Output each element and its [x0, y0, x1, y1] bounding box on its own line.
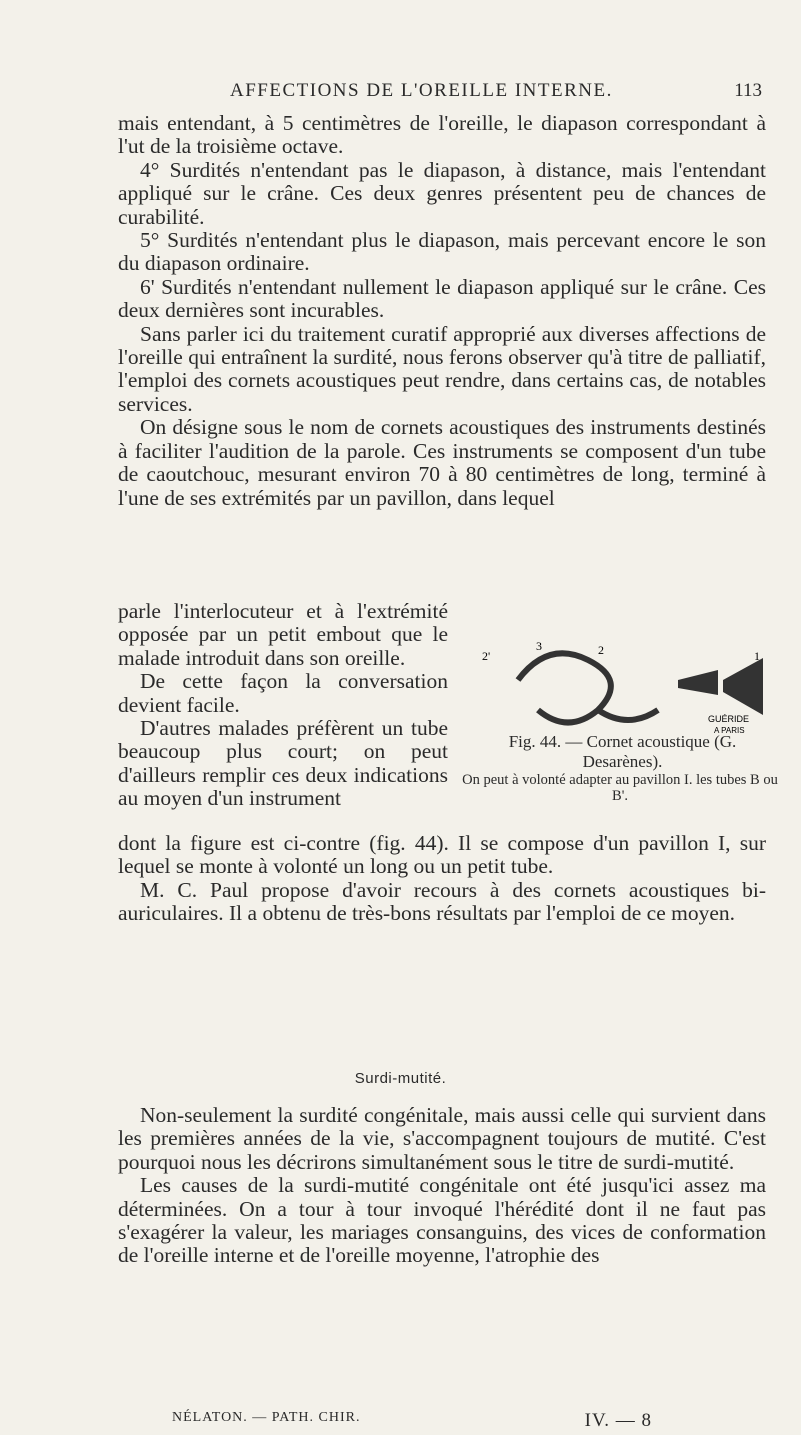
figure-label: 3	[536, 640, 542, 653]
after-figure-text	[118, 832, 766, 926]
paragraph: De cette façon la conversation devient facile.	[118, 669, 448, 717]
page-header	[112, 80, 762, 110]
figure-caption: Fig. 44. — Cornet acoustique (G. Desarènes).	[508, 732, 737, 771]
figure-note: On peut à volonté adapter au pavillon I. les tubes B ou B'.	[462, 772, 778, 804]
paragraph: Non-seulement la surdité congénitale, mais aussi celle qui survient dans les premières années de la vie, s'accompagnent toujours de mutité. C'est pourquoi nous les décrirons simultanément sous le titre de surdi-mutité.	[118, 1103, 766, 1174]
figure-label: 2	[598, 643, 604, 657]
paragraph: 6' Surdités n'entendant nullement le diapason appliqué sur le crâne. Ces deux dernières sont incurables.	[118, 274, 766, 323]
paragraph: On désigne sous le nom de cornets acoustiques des instruments destinés à faciliter l'audition de la parole. Ces instruments se composent d'un tube de caoutchouc, mesurant environ 70 à 80 centimètres de long, terminé à l'une de ses extrémités par un pavillon, dans lequel	[118, 415, 766, 510]
footer-left: NÉLATON. — PATH. CHIR.	[172, 1410, 361, 1425]
pavillon-large	[723, 658, 763, 715]
paragraph: M. C. Paul propose d'avoir recours à des cornets acoustiques bi-auriculaires. Il a obtenu de très-bons résultats par l'emploi de ce moyen.	[118, 877, 766, 926]
cornet-illustration	[478, 640, 773, 735]
figure-label: 1	[754, 649, 760, 663]
top-text-block	[118, 112, 766, 510]
page-footer	[172, 1410, 652, 1431]
paragraph: D'autres malades préfèrent un tube beaucoup plus court; on peut d'ailleurs remplir ces deux indications au moyen d'un instrument	[118, 716, 448, 811]
section-title: Surdi-mutité.	[354, 1070, 447, 1087]
page-number: 113	[734, 80, 762, 101]
paragraph: parle l'interlocuteur et à l'extrémité opposée par un petit embout que le malade introduit dans son oreille.	[118, 599, 448, 670]
section-text	[118, 1104, 766, 1268]
paragraph: Sans parler ici du traitement curatif approprié aux diverses affections de l'oreille qui entraînent la surdité, nous ferons observer qu'à titre de palliatif, l'emploi des cornets acoustiques peut rendre, dans certains cas, de notables services.	[118, 321, 766, 416]
figure-label: GUÉRIDE	[708, 714, 750, 724]
left-column-text	[118, 600, 448, 811]
paragraph: 5° Surdités n'entendant plus le diapason, mais percevant encore le son du diapason ordinaire.	[118, 228, 766, 276]
running-title: AFFECTIONS DE L'OREILLE INTERNE.	[230, 80, 613, 101]
figure-label: A PARIS	[714, 726, 745, 735]
signature-mark: IV. — 8	[584, 1410, 652, 1431]
figure-label: 2'	[482, 649, 491, 663]
paragraph: 4° Surdités n'entendant pas le diapason, à distance, mais l'entendant appliqué sur le crâne. Ces deux genres présentent peu de chances de curabilité.	[118, 157, 766, 229]
pavillon-small	[678, 670, 718, 695]
paragraph: mais entendant, à 5 centimètres de l'oreille, le diapason correspondant à l'ut de la troisième octave.	[118, 111, 766, 159]
paragraph: Les causes de la surdi-mutité congénitale ont été jusqu'ici assez ma déterminées. On a tour à tour invoqué l'hérédité dont il ne faut pas s'exagérer la valeur, les mariages consanguins, des vices de conformation de l'oreille interne et de l'oreille moyenne, l'atrophie des	[118, 1173, 766, 1268]
tube-end	[598, 710, 658, 720]
paragraph: dont la figure est ci-contre (fig. 44). Il se compose d'un pavillon I, sur lequel se monte à volonté un long ou un petit tube.	[118, 831, 766, 879]
